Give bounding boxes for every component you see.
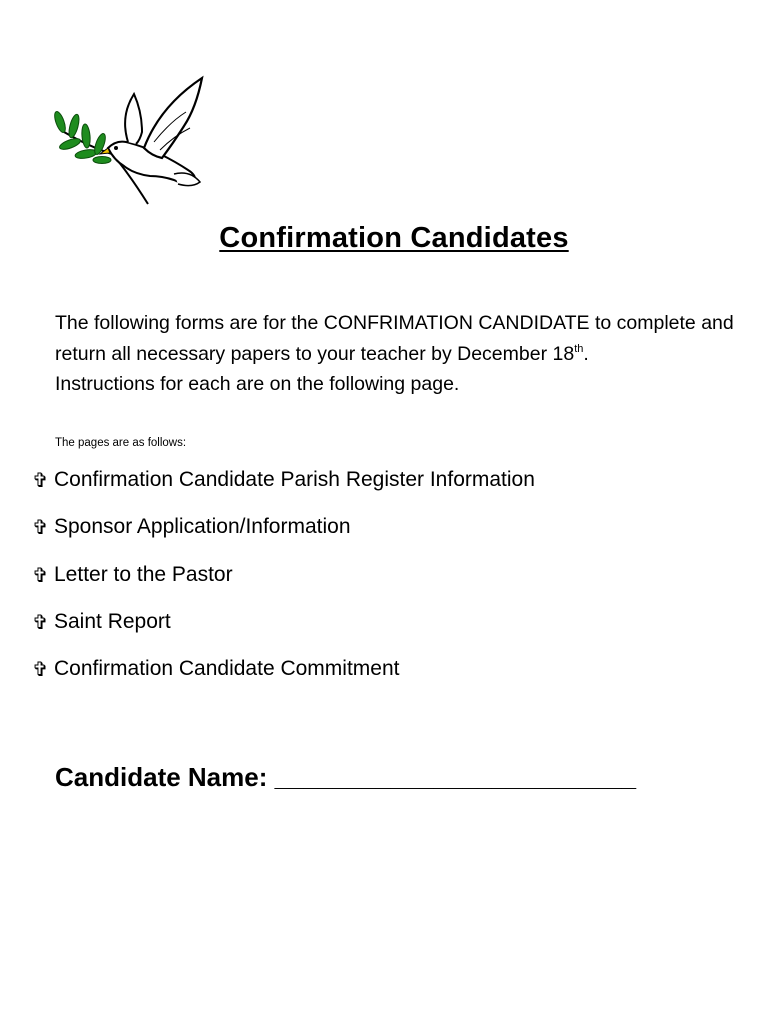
list-item [32, 607, 535, 654]
cross-bullet-icon: ✞ [32, 562, 49, 587]
list-item-label: Confirmation Candidate Commitment [54, 657, 400, 681]
intro-text: The following forms are for the CONFRIMATION CANDIDATE to complete and return all necessary papers to your teacher by December 18 [55, 312, 734, 365]
cross-bullet-icon: ✞ [32, 657, 49, 682]
list-item [32, 654, 535, 701]
list-item-label: Saint Report [54, 609, 171, 633]
pages-label: The pages are as follows: [55, 437, 187, 449]
cross-bullet-icon: ✞ [32, 609, 49, 634]
page-title: Confirmation Candidates [219, 222, 569, 254]
list-item [32, 465, 535, 512]
cross-bullet-icon: ✞ [32, 515, 49, 540]
cross-bullet-icon: ✞ [32, 468, 49, 492]
list-item [32, 560, 535, 607]
forms-list [32, 465, 535, 701]
dove-with-olive-branch-icon [50, 72, 210, 210]
intro-paragraph [55, 308, 745, 400]
list-item-label: Confirmation Candidate Parish Register Information [54, 468, 535, 491]
date-ordinal-suffix: th [574, 342, 584, 355]
list-item-label: Letter to the Pastor [54, 562, 233, 586]
intro-period: . [583, 342, 589, 365]
list-item [32, 512, 535, 559]
candidate-name-label: Candidate Name: [55, 762, 268, 792]
candidate-name-blank[interactable]: _________________________ [274, 762, 637, 792]
candidate-name-field[interactable] [55, 762, 636, 793]
intro-instructions: Instructions for each are on the following page. [55, 373, 460, 395]
list-item-label: Sponsor Application/Information [54, 515, 351, 539]
